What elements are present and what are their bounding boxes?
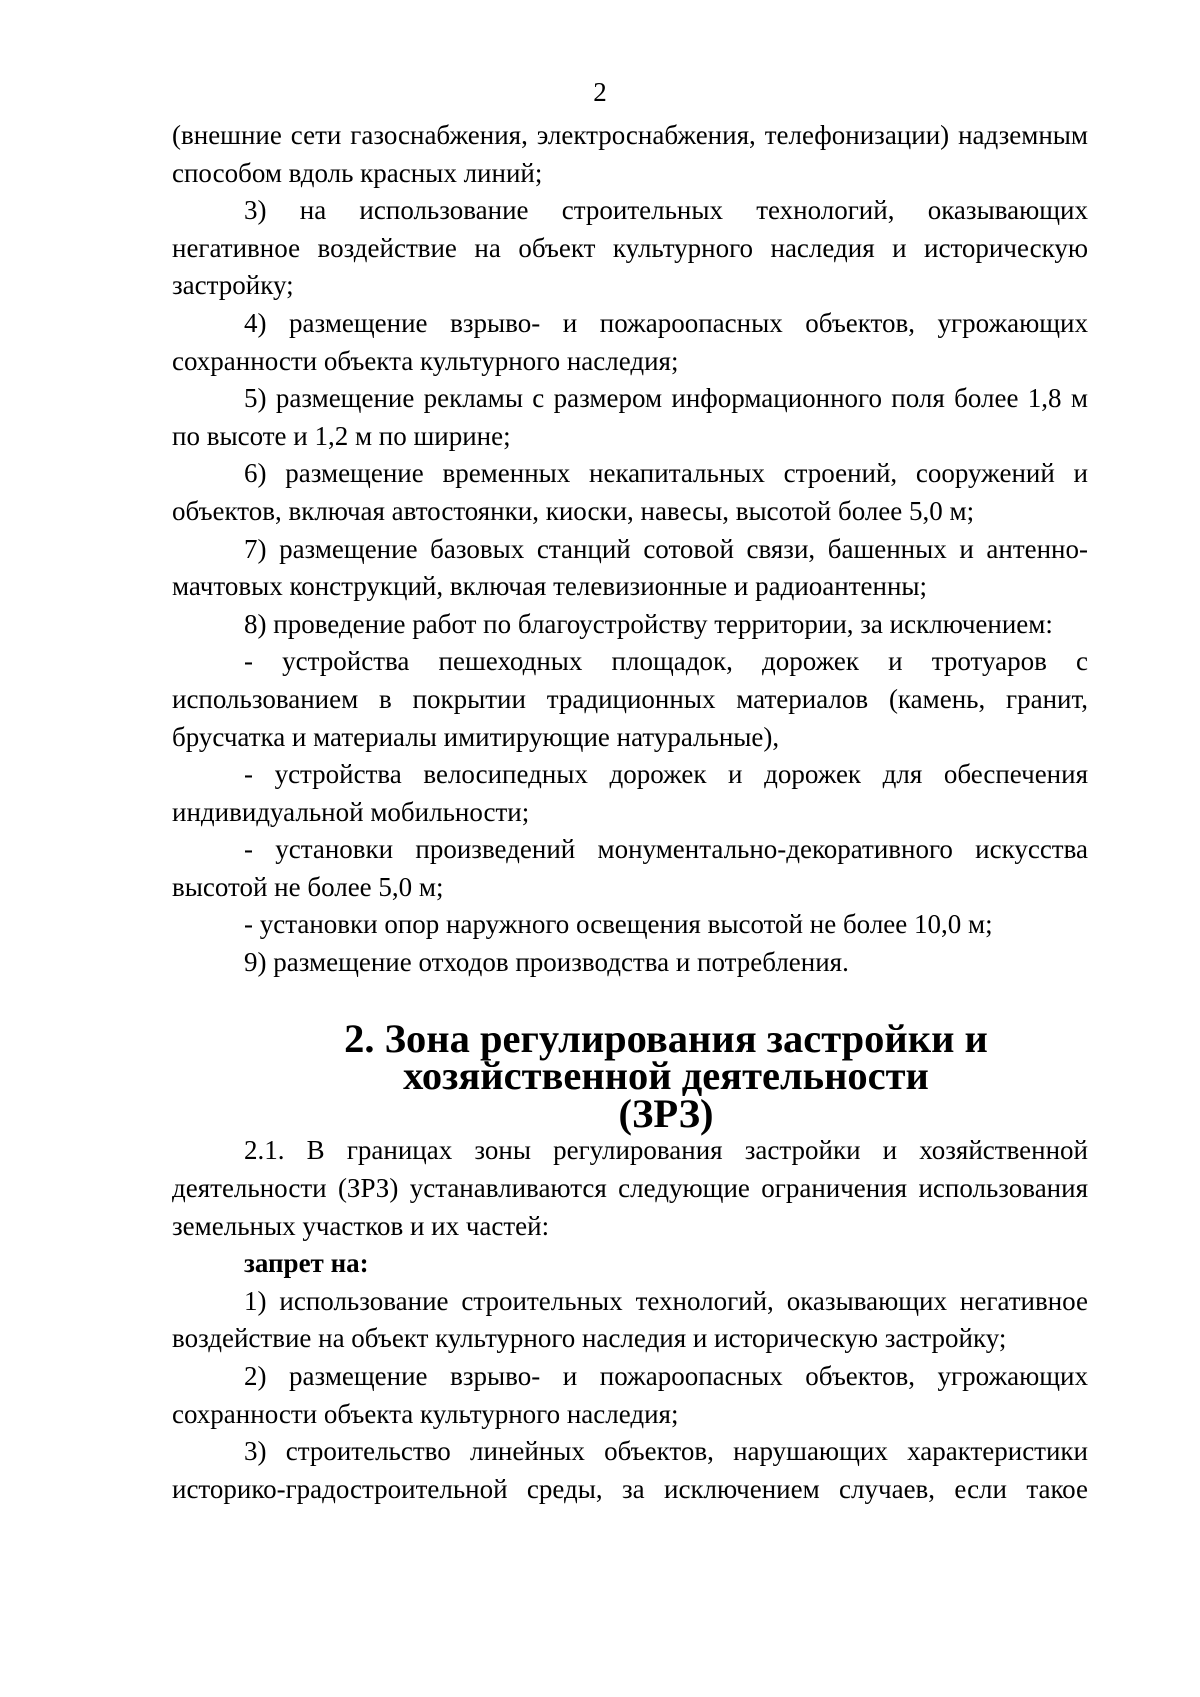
section-heading-line-1: 2. Зона регулирования застройки и хозяйственной деятельности bbox=[344, 1015, 988, 1099]
paragraph-item-8: 8) проведение работ по благоустройству территории, за исключением: bbox=[244, 608, 1053, 639]
paragraph-continuation: (внешние сети газоснабжения, электроснабжения, телефонизации) надземным способом вдоль красных линий; bbox=[172, 120, 1088, 188]
ban-label: запрет на: bbox=[244, 1248, 369, 1279]
paragraph-2-1: 2.1. В границах зоны регулирования застройки и хозяйственной деятельности (ЗРЗ) устанавливаются следующие ограничения использования земельных участков и их частей: bbox=[172, 1135, 1088, 1241]
spacer bbox=[172, 982, 1088, 1020]
paragraph-item-6: 6) размещение временных некапитальных строений, сооружений и объектов, включая автостоянки, киоски, навесы, высотой более 5,0 м; bbox=[172, 458, 1088, 526]
paragraph-ban-item-3: 3) строительство линейных объектов, нарушающих характеристики историко-градостроительной среды, за исключением случаев, если такое bbox=[172, 1436, 1088, 1504]
paragraph-item-9: 9) размещение отходов производства и потребления. bbox=[244, 947, 849, 978]
paragraph-exception-pedestrian: - устройства пешеходных площадок, дорожек и тротуаров с использованием в покрытии традиционных материалов (камень, гранит, брусчатка и материалы имитирующие натуральные), bbox=[172, 646, 1088, 752]
paragraph-ban-item-2: 2) размещение взрыво- и пожароопасных объектов, угрожающих сохранности объекта культурного наследия; bbox=[172, 1361, 1088, 1429]
section-heading-line-2: (ЗРЗ) bbox=[618, 1090, 714, 1136]
paragraph-item-7: 7) размещение базовых станций сотовой связи, башенных и антенно-мачтовых конструкций, включая телевизионные и радиоантенны; bbox=[172, 533, 1088, 602]
page-number: 2 bbox=[593, 77, 607, 107]
document-body bbox=[172, 117, 1088, 1508]
paragraph-exception-lighting: - установки опор наружного освещения высотой не более 10,0 м; bbox=[244, 909, 993, 940]
paragraph-exception-monument: - установки произведений монументально-декоративного искусства высотой не более 5,0 м; bbox=[172, 834, 1088, 902]
paragraph-item-3: 3) на использование строительных технологий, оказывающих негативное воздействие на объект культурного наследия и историческую застройку; bbox=[172, 195, 1088, 301]
paragraph-ban-item-1: 1) использование строительных технологий, оказывающих негативное воздействие на объект культурного наследия и историческую застройку; bbox=[172, 1285, 1088, 1354]
paragraph-exception-bicycle: - устройства велосипедных дорожек и дорожек для обеспечения индивидуальной мобильности; bbox=[172, 759, 1088, 827]
paragraph-item-4: 4) размещение взрыво- и пожароопасных объектов, угрожающих сохранности объекта культурного наследия; bbox=[172, 307, 1088, 376]
section-heading bbox=[172, 1015, 1088, 1136]
paragraph-item-5: 5) размещение рекламы с размером информационного поля более 1,8 м по высоте и 1,2 м по ширине; bbox=[172, 383, 1088, 451]
